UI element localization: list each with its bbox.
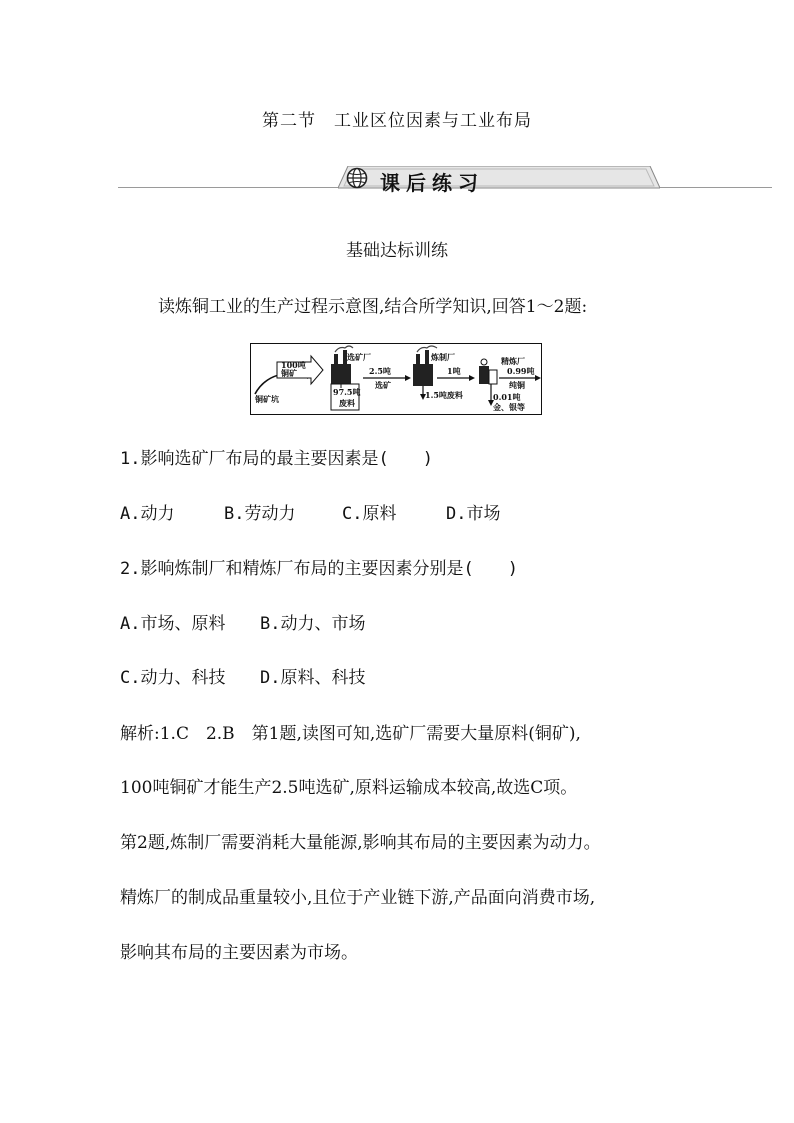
q2-option-d[interactable]: D.原料、科技	[260, 668, 366, 688]
flow1-amount-label: 2.5吨	[369, 366, 391, 376]
analysis-line-2: 100吨铜矿才能生产2.5吨选矿,原料运输成本较高,故选C项。	[120, 778, 578, 798]
flow2-amount-label: 1吨	[447, 366, 461, 376]
waste1-amount-label: 97.5吨	[333, 387, 361, 397]
analysis-line-3: 第2题,炼制厂需要消耗大量能源,影响其布局的主要因素为动力。	[120, 833, 601, 853]
plant1-label: 选矿厂	[347, 352, 371, 362]
question-2-stem: 2.影响炼制厂和精炼厂布局的主要因素分别是( )	[120, 559, 518, 579]
globe-icon	[346, 167, 368, 189]
q1-option-d[interactable]: D.市场	[446, 504, 501, 524]
q1-option-c[interactable]: C.原料	[342, 504, 397, 524]
question-2-options-row1	[120, 609, 365, 634]
banner-label: 课后练习	[380, 171, 484, 195]
input-material-label: 铜矿	[281, 368, 297, 378]
byproduct-amount-label: 0.01吨	[493, 392, 521, 402]
question-1-options	[120, 499, 500, 524]
plant2-label: 炼制厂	[431, 352, 455, 362]
question-2-options-row2	[120, 663, 365, 688]
byproduct-label: 金、银等	[493, 402, 525, 412]
q2-option-b[interactable]: B.动力、市场	[260, 614, 366, 634]
exercise-banner	[118, 164, 772, 194]
waste1-label: 废料	[339, 398, 355, 408]
section-title	[0, 106, 794, 131]
analysis-line-4: 精炼厂的制成品重量较小,且位于产业链下游,产品面向消费市场,	[120, 888, 596, 908]
output-label: 纯铜	[509, 380, 525, 390]
question-1-stem: 1.影响选矿厂布局的最主要因素是( )	[120, 449, 433, 469]
plant3-label: 精炼厂	[501, 356, 525, 366]
waste2-label: 1.5吨废料	[425, 390, 463, 400]
q1-option-a[interactable]: A.动力	[120, 504, 175, 524]
intro-text: 读炼铜工业的生产过程示意图,结合所学知识,回答1～2题:	[158, 297, 588, 317]
mine-label: 铜矿坑	[255, 394, 279, 404]
output-amount-label: 0.99吨	[507, 366, 535, 376]
copper-process-diagram	[250, 343, 542, 415]
section-number: 第二节	[262, 111, 316, 131]
analysis-line-1: 解析:1.C 2.B 第1题,读图可知,选矿厂需要大量原料(铜矿),	[120, 724, 581, 744]
q2-option-a[interactable]: A.市场、原料	[120, 614, 226, 634]
refinery-icon	[479, 359, 497, 384]
q2-option-c[interactable]: C.动力、科技	[120, 668, 226, 688]
analysis-line-5: 影响其布局的主要因素为市场。	[120, 943, 358, 963]
flow1-label: 选矿	[375, 380, 391, 390]
q1-option-b[interactable]: B.劳动力	[224, 504, 296, 524]
section-name: 工业区位因素与工业布局	[334, 111, 532, 131]
subheading: 基础达标训练	[346, 241, 448, 261]
input-amount-label: 100吨	[281, 360, 306, 370]
